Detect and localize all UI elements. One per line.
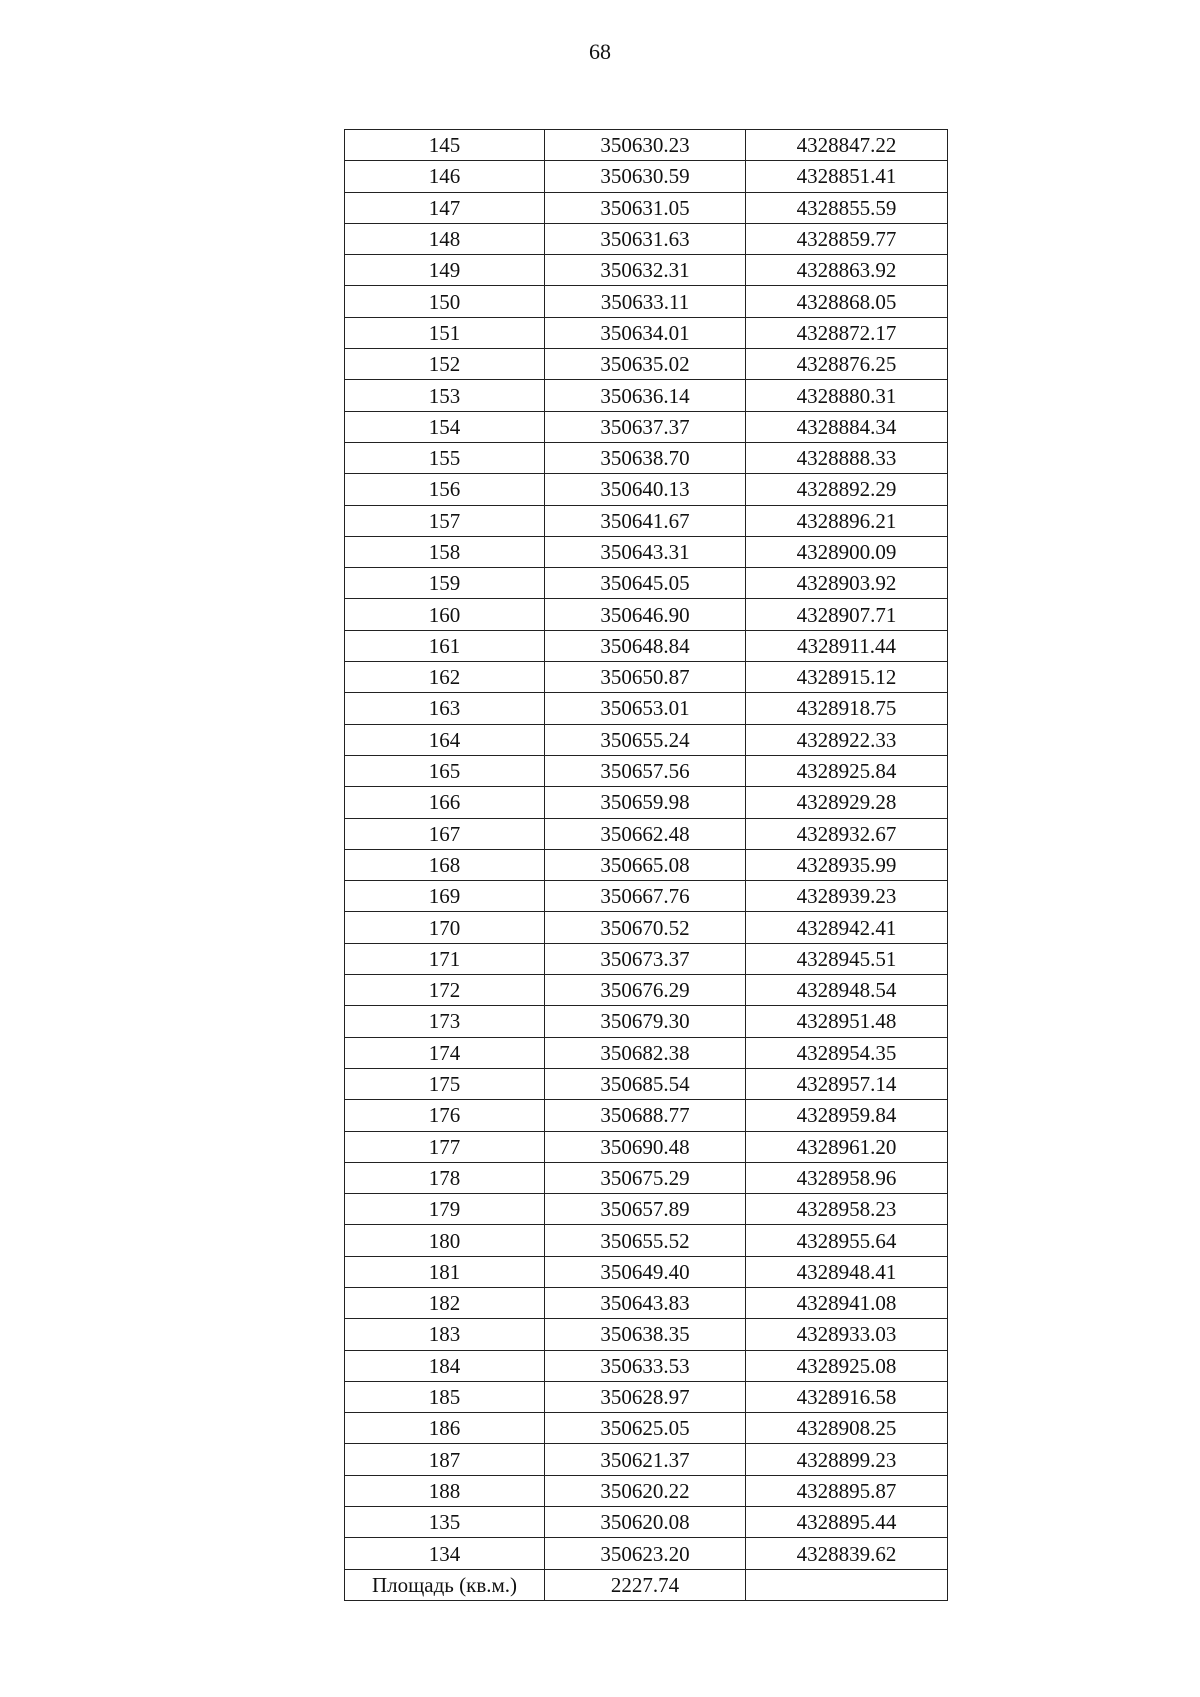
y-coordinate-cell: 4328847.22 bbox=[746, 130, 948, 161]
table-row bbox=[345, 1507, 948, 1538]
y-coordinate-cell: 4328925.84 bbox=[746, 755, 948, 786]
point-number-cell: 135 bbox=[345, 1507, 545, 1538]
table-row bbox=[345, 818, 948, 849]
point-number-cell: 168 bbox=[345, 849, 545, 880]
table-row bbox=[345, 1287, 948, 1318]
table-row bbox=[345, 849, 948, 880]
y-coordinate-cell: 4328958.23 bbox=[746, 1194, 948, 1225]
x-coordinate-cell: 350657.56 bbox=[545, 755, 746, 786]
point-number-cell: 150 bbox=[345, 286, 545, 317]
x-coordinate-cell: 350634.01 bbox=[545, 317, 746, 348]
point-number-cell: 178 bbox=[345, 1162, 545, 1193]
point-number-cell: 161 bbox=[345, 630, 545, 661]
x-coordinate-cell: 350649.40 bbox=[545, 1256, 746, 1287]
x-coordinate-cell: 350667.76 bbox=[545, 881, 746, 912]
x-coordinate-cell: 350679.30 bbox=[545, 1006, 746, 1037]
table-row bbox=[345, 411, 948, 442]
x-coordinate-cell: 350625.05 bbox=[545, 1413, 746, 1444]
table-row bbox=[345, 630, 948, 661]
y-coordinate-cell: 4328948.54 bbox=[746, 975, 948, 1006]
point-number-cell: 173 bbox=[345, 1006, 545, 1037]
point-number-cell: 188 bbox=[345, 1475, 545, 1506]
point-number-cell: 153 bbox=[345, 380, 545, 411]
point-number-cell: 157 bbox=[345, 505, 545, 536]
point-number-cell: 182 bbox=[345, 1287, 545, 1318]
table-row bbox=[345, 1381, 948, 1412]
y-coordinate-cell: 4328851.41 bbox=[746, 161, 948, 192]
y-coordinate-cell: 4328945.51 bbox=[746, 943, 948, 974]
point-number-cell: 152 bbox=[345, 349, 545, 380]
y-coordinate-cell: 4328948.41 bbox=[746, 1256, 948, 1287]
y-coordinate-cell: 4328957.14 bbox=[746, 1068, 948, 1099]
point-number-cell: 185 bbox=[345, 1381, 545, 1412]
x-coordinate-cell: 350623.20 bbox=[545, 1538, 746, 1569]
x-coordinate-cell: 350688.77 bbox=[545, 1100, 746, 1131]
point-number-cell: 170 bbox=[345, 912, 545, 943]
y-coordinate-cell: 4328872.17 bbox=[746, 317, 948, 348]
point-number-cell: 179 bbox=[345, 1194, 545, 1225]
y-coordinate-cell: 4328888.33 bbox=[746, 442, 948, 473]
y-coordinate-cell: 4328915.12 bbox=[746, 662, 948, 693]
table-row bbox=[345, 881, 948, 912]
point-number-cell: 172 bbox=[345, 975, 545, 1006]
point-number-cell: 158 bbox=[345, 536, 545, 567]
point-number-cell: 184 bbox=[345, 1350, 545, 1381]
x-coordinate-cell: 350637.37 bbox=[545, 411, 746, 442]
table-row bbox=[345, 912, 948, 943]
area-value: 2227.74 bbox=[545, 1569, 746, 1600]
table-row bbox=[345, 599, 948, 630]
x-coordinate-cell: 350638.70 bbox=[545, 442, 746, 473]
table-row bbox=[345, 536, 948, 567]
x-coordinate-cell: 350662.48 bbox=[545, 818, 746, 849]
x-coordinate-cell: 350685.54 bbox=[545, 1068, 746, 1099]
table-row bbox=[345, 1037, 948, 1068]
x-coordinate-cell: 350665.08 bbox=[545, 849, 746, 880]
y-coordinate-cell: 4328911.44 bbox=[746, 630, 948, 661]
x-coordinate-cell: 350645.05 bbox=[545, 568, 746, 599]
table-row bbox=[345, 787, 948, 818]
table-row bbox=[345, 442, 948, 473]
x-coordinate-cell: 350648.84 bbox=[545, 630, 746, 661]
x-coordinate-cell: 350653.01 bbox=[545, 693, 746, 724]
x-coordinate-cell: 350620.08 bbox=[545, 1507, 746, 1538]
y-coordinate-cell: 4328899.23 bbox=[746, 1444, 948, 1475]
table-row bbox=[345, 1444, 948, 1475]
point-number-cell: 162 bbox=[345, 662, 545, 693]
x-coordinate-cell: 350673.37 bbox=[545, 943, 746, 974]
table-row bbox=[345, 380, 948, 411]
y-coordinate-cell: 4328958.96 bbox=[746, 1162, 948, 1193]
x-coordinate-cell: 350655.24 bbox=[545, 724, 746, 755]
x-coordinate-cell: 350690.48 bbox=[545, 1131, 746, 1162]
x-coordinate-cell: 350631.05 bbox=[545, 192, 746, 223]
x-coordinate-cell: 350630.59 bbox=[545, 161, 746, 192]
point-number-cell: 151 bbox=[345, 317, 545, 348]
x-coordinate-cell: 350630.23 bbox=[545, 130, 746, 161]
point-number-cell: 154 bbox=[345, 411, 545, 442]
y-coordinate-cell: 4328895.87 bbox=[746, 1475, 948, 1506]
point-number-cell: 166 bbox=[345, 787, 545, 818]
point-number-cell: 180 bbox=[345, 1225, 545, 1256]
table-row bbox=[345, 161, 948, 192]
table-row bbox=[345, 755, 948, 786]
y-coordinate-cell: 4328935.99 bbox=[746, 849, 948, 880]
point-number-cell: 187 bbox=[345, 1444, 545, 1475]
table-row bbox=[345, 349, 948, 380]
table-row bbox=[345, 943, 948, 974]
point-number-cell: 160 bbox=[345, 599, 545, 630]
table-row bbox=[345, 192, 948, 223]
point-number-cell: 148 bbox=[345, 223, 545, 254]
table-row bbox=[345, 662, 948, 693]
y-coordinate-cell: 4328939.23 bbox=[746, 881, 948, 912]
table-row bbox=[345, 255, 948, 286]
y-coordinate-cell: 4328884.34 bbox=[746, 411, 948, 442]
point-number-cell: 146 bbox=[345, 161, 545, 192]
y-coordinate-cell: 4328855.59 bbox=[746, 192, 948, 223]
table-row bbox=[345, 1350, 948, 1381]
y-coordinate-cell: 4328903.92 bbox=[746, 568, 948, 599]
y-coordinate-cell: 4328933.03 bbox=[746, 1319, 948, 1350]
x-coordinate-cell: 350641.67 bbox=[545, 505, 746, 536]
coordinates-table bbox=[344, 129, 948, 1601]
x-coordinate-cell: 350643.31 bbox=[545, 536, 746, 567]
table-row bbox=[345, 1413, 948, 1444]
table-row bbox=[345, 317, 948, 348]
area-row bbox=[345, 1569, 948, 1600]
table-row bbox=[345, 223, 948, 254]
y-coordinate-cell: 4328876.25 bbox=[746, 349, 948, 380]
y-coordinate-cell: 4328896.21 bbox=[746, 505, 948, 536]
table-row bbox=[345, 1475, 948, 1506]
page-number: 68 bbox=[589, 39, 611, 64]
y-coordinate-cell: 4328863.92 bbox=[746, 255, 948, 286]
y-coordinate-cell: 4328900.09 bbox=[746, 536, 948, 567]
y-coordinate-cell: 4328916.58 bbox=[746, 1381, 948, 1412]
y-coordinate-cell: 4328942.41 bbox=[746, 912, 948, 943]
x-coordinate-cell: 350659.98 bbox=[545, 787, 746, 818]
point-number-cell: 147 bbox=[345, 192, 545, 223]
table-row bbox=[345, 1319, 948, 1350]
point-number-cell: 167 bbox=[345, 818, 545, 849]
table-row bbox=[345, 1194, 948, 1225]
y-coordinate-cell: 4328955.64 bbox=[746, 1225, 948, 1256]
point-number-cell: 171 bbox=[345, 943, 545, 974]
table-row bbox=[345, 1225, 948, 1256]
x-coordinate-cell: 350640.13 bbox=[545, 474, 746, 505]
table-row bbox=[345, 1006, 948, 1037]
x-coordinate-cell: 350633.53 bbox=[545, 1350, 746, 1381]
x-coordinate-cell: 350682.38 bbox=[545, 1037, 746, 1068]
x-coordinate-cell: 350675.29 bbox=[545, 1162, 746, 1193]
y-coordinate-cell: 4328941.08 bbox=[746, 1287, 948, 1318]
x-coordinate-cell: 350646.90 bbox=[545, 599, 746, 630]
y-coordinate-cell: 4328907.71 bbox=[746, 599, 948, 630]
area-label: Площадь (кв.м.) bbox=[345, 1569, 545, 1600]
point-number-cell: 134 bbox=[345, 1538, 545, 1569]
table-row bbox=[345, 1538, 948, 1569]
point-number-cell: 169 bbox=[345, 881, 545, 912]
table-row bbox=[345, 1100, 948, 1131]
point-number-cell: 159 bbox=[345, 568, 545, 599]
table-row bbox=[345, 130, 948, 161]
y-coordinate-cell: 4328918.75 bbox=[746, 693, 948, 724]
table-row bbox=[345, 505, 948, 536]
y-coordinate-cell: 4328951.48 bbox=[746, 1006, 948, 1037]
x-coordinate-cell: 350621.37 bbox=[545, 1444, 746, 1475]
x-coordinate-cell: 350657.89 bbox=[545, 1194, 746, 1225]
table-row bbox=[345, 568, 948, 599]
y-coordinate-cell: 4328954.35 bbox=[746, 1037, 948, 1068]
point-number-cell: 156 bbox=[345, 474, 545, 505]
x-coordinate-cell: 350633.11 bbox=[545, 286, 746, 317]
x-coordinate-cell: 350620.22 bbox=[545, 1475, 746, 1506]
point-number-cell: 186 bbox=[345, 1413, 545, 1444]
table-row bbox=[345, 724, 948, 755]
x-coordinate-cell: 350650.87 bbox=[545, 662, 746, 693]
x-coordinate-cell: 350631.63 bbox=[545, 223, 746, 254]
table-row bbox=[345, 474, 948, 505]
y-coordinate-cell: 4328839.62 bbox=[746, 1538, 948, 1569]
table-row bbox=[345, 1256, 948, 1287]
y-coordinate-cell: 4328961.20 bbox=[746, 1131, 948, 1162]
table-row bbox=[345, 1131, 948, 1162]
y-coordinate-cell: 4328922.33 bbox=[746, 724, 948, 755]
x-coordinate-cell: 350628.97 bbox=[545, 1381, 746, 1412]
point-number-cell: 176 bbox=[345, 1100, 545, 1131]
y-coordinate-cell: 4328880.31 bbox=[746, 380, 948, 411]
x-coordinate-cell: 350655.52 bbox=[545, 1225, 746, 1256]
x-coordinate-cell: 350676.29 bbox=[545, 975, 746, 1006]
y-coordinate-cell: 4328895.44 bbox=[746, 1507, 948, 1538]
point-number-cell: 181 bbox=[345, 1256, 545, 1287]
y-coordinate-cell: 4328925.08 bbox=[746, 1350, 948, 1381]
x-coordinate-cell: 350632.31 bbox=[545, 255, 746, 286]
point-number-cell: 174 bbox=[345, 1037, 545, 1068]
point-number-cell: 177 bbox=[345, 1131, 545, 1162]
point-number-cell: 175 bbox=[345, 1068, 545, 1099]
y-coordinate-cell: 4328859.77 bbox=[746, 223, 948, 254]
y-coordinate-cell: 4328908.25 bbox=[746, 1413, 948, 1444]
y-coordinate-cell: 4328868.05 bbox=[746, 286, 948, 317]
table-row bbox=[345, 975, 948, 1006]
table-row bbox=[345, 286, 948, 317]
y-coordinate-cell: 4328892.29 bbox=[746, 474, 948, 505]
y-coordinate-cell: 4328932.67 bbox=[746, 818, 948, 849]
table-row bbox=[345, 1162, 948, 1193]
x-coordinate-cell: 350636.14 bbox=[545, 380, 746, 411]
area-empty-cell bbox=[746, 1569, 948, 1600]
point-number-cell: 163 bbox=[345, 693, 545, 724]
x-coordinate-cell: 350643.83 bbox=[545, 1287, 746, 1318]
y-coordinate-cell: 4328959.84 bbox=[746, 1100, 948, 1131]
x-coordinate-cell: 350670.52 bbox=[545, 912, 746, 943]
table-row bbox=[345, 693, 948, 724]
coordinates-table-body bbox=[345, 130, 948, 1601]
point-number-cell: 165 bbox=[345, 755, 545, 786]
x-coordinate-cell: 350635.02 bbox=[545, 349, 746, 380]
x-coordinate-cell: 350638.35 bbox=[545, 1319, 746, 1350]
y-coordinate-cell: 4328929.28 bbox=[746, 787, 948, 818]
point-number-cell: 145 bbox=[345, 130, 545, 161]
point-number-cell: 149 bbox=[345, 255, 545, 286]
point-number-cell: 183 bbox=[345, 1319, 545, 1350]
point-number-cell: 155 bbox=[345, 442, 545, 473]
table-row bbox=[345, 1068, 948, 1099]
point-number-cell: 164 bbox=[345, 724, 545, 755]
